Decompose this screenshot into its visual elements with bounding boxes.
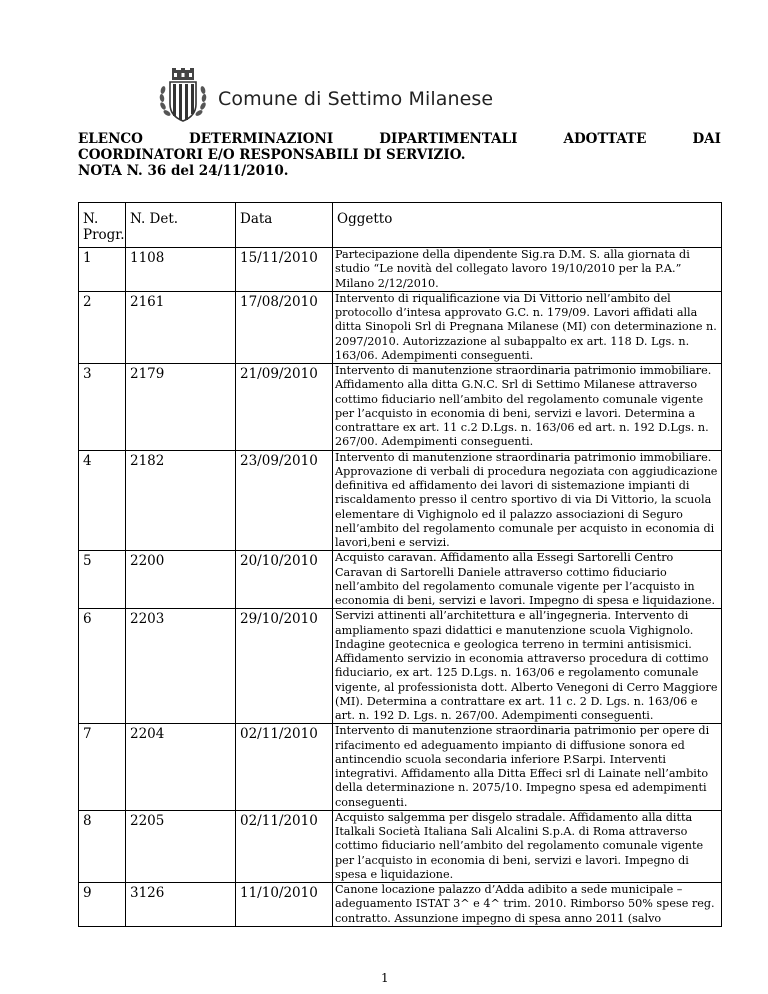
cell-date: 23/09/2010 — [236, 450, 333, 551]
heading-word: DETERMINAZIONI — [188, 131, 334, 147]
cell-date: 11/10/2010 — [236, 883, 333, 927]
header-data: Data — [236, 203, 333, 248]
cell-subject: Intervento di riqualificazione via Di Vittorio nell’ambito del protocollo d’intesa approvato G.C. n. 179/09. Lavori affidati alla ditta Sinopoli Srl di Pregnana Milanese (MI) con determinazione n. 2097/2010. Autorizzazione al subappalto ex art. 118 D. Lgs. n. 163/06. Adempimenti conseguenti. — [333, 291, 722, 363]
cell-n: 8 — [79, 810, 126, 882]
cell-n: 1 — [79, 248, 126, 292]
cell-date: 17/08/2010 — [236, 291, 333, 363]
table-row — [79, 810, 722, 882]
heading-word: ELENCO — [78, 131, 143, 147]
cell-det: 2182 — [126, 450, 236, 551]
table-row — [79, 450, 722, 551]
cell-subject: Canone locazione palazzo d’Adda adibito a sede municipale – adeguamento ISTAT 3^ e 4^ trim. 2010. Rimborso 50% spese reg. contratto. Assunzione impegno di spesa anno 2011 (salvo — [333, 883, 722, 927]
determinations-table — [78, 202, 722, 927]
cell-det: 2203 — [126, 609, 236, 724]
table-row — [79, 291, 722, 363]
header-n-progr: N. Progr. — [79, 203, 126, 248]
heading-line-2: COORDINATORI E/O RESPONSABILI DI SERVIZIO. — [78, 147, 466, 163]
cell-subject: Partecipazione della dipendente Sig.ra D.M. S. alla giornata di studio “Le novità del collegato lavoro 19/10/2010 per la P.A.” Milano 2/12/2010. — [333, 248, 722, 292]
cell-det: 2161 — [126, 291, 236, 363]
cell-det: 3126 — [126, 883, 236, 927]
table-row — [79, 551, 722, 609]
document-heading — [78, 131, 721, 179]
cell-subject: Servizi attinenti all’architettura e all’ingegneria. Intervento di ampliamento spazi didattici e manutenzione scuola Vighignolo. Indagine geotecnica e geologica terreno in termini antisismici. Affidamento servizio in economia attraverso procedura di cottimo fiduciario, ex art. 125 D.Lgs. n. 163/06 e regolamento comunale vigente, al professionista dott. Alberto Venegoni di Cerro Maggiore (MI). Determina a contrattare ex art. 11 c. 2 D. Lgs. n. 163/06 e art. n. 192 D. Lgs. n. 267/00. Adempimenti conseguenti. — [333, 609, 722, 724]
cell-n: 2 — [79, 291, 126, 363]
heading-word: ADOTTATE — [563, 131, 647, 147]
cell-date: 20/10/2010 — [236, 551, 333, 609]
cell-det: 1108 — [126, 248, 236, 292]
cell-subject: Intervento di manutenzione straordinaria patrimonio immobiliare. Affidamento alla ditta G.N.C. Srl di Settimo Milanese attraverso cottimo fiduciario nell’ambito del regolamento comunale vigente per l’acquisto in economia di beni, servizi e lavori. Determina a contrattare ex art. 11 c.2 D.Lgs. n. 163/06 ed art. n. 192 D.Lgs. n. 267/00. Adempimenti conseguenti. — [333, 364, 722, 451]
cell-det: 2205 — [126, 810, 236, 882]
cell-date: 21/09/2010 — [236, 364, 333, 451]
municipality-name: Comune di Settimo Milanese — [218, 88, 494, 110]
cell-det: 2200 — [126, 551, 236, 609]
cell-n: 9 — [79, 883, 126, 927]
cell-n: 3 — [79, 364, 126, 451]
table-header-row — [79, 203, 722, 248]
header-oggetto: Oggetto — [333, 203, 722, 248]
cell-n: 4 — [79, 450, 126, 551]
table-row — [79, 883, 722, 927]
table-row — [79, 724, 722, 811]
cell-date: 02/11/2010 — [236, 810, 333, 882]
cell-subject: Intervento di manutenzione straordinaria patrimonio per opere di rifacimento ed adeguamento impianto di diffusione sonora ed antincendio scuola secondaria inferiore P.Sarpi. Interventi integrativi. Affidamento alla Ditta Effeci srl di Lainate nell’ambito della determinazione n. 2075/10. Impegno spesa ed adempimenti conseguenti. — [333, 724, 722, 811]
cell-n: 5 — [79, 551, 126, 609]
heading-word: DAI — [692, 131, 721, 147]
page-number: 1 — [381, 971, 389, 985]
table-row — [79, 364, 722, 451]
cell-date: 29/10/2010 — [236, 609, 333, 724]
heading-line-1 — [78, 131, 721, 147]
coat-of-arms-logo — [157, 68, 209, 124]
cell-subject: Intervento di manutenzione straordinaria patrimonio immobiliare. Approvazione di verbali di procedura negoziata con aggiudicazione definitiva ed affidamento dei lavori di sistemazione impianti di riscaldamento presso il centro sportivo di via Di Vittorio, la scuola elementare di Vighignolo ed il palazzo associazioni di Seguro nell’ambito del regolamento comunale per acquisto in economia di lavori,beni e servizi. — [333, 450, 722, 551]
cell-n: 6 — [79, 609, 126, 724]
cell-subject: Acquisto caravan. Affidamento alla Essegi Sartorelli Centro Caravan di Sartorelli Daniele attraverso cottimo fiduciario nell’ambito del regolamento comunale vigente per l’acquisto in economia di beni, servizi e lavori. Impegno di spesa e liquidazione. — [333, 551, 722, 609]
cell-subject: Acquisto salgemma per disgelo stradale. Affidamento alla ditta Italkali Società Italiana Sali Alcalini S.p.A. di Roma attraverso cottimo fiduciario nell’ambito del regolamento comunale vigente per l’acquisto in economia di beni, servizi e lavori. Impegno di spesa e liquidazione. — [333, 810, 722, 882]
heading-line-3: NOTA N. 36 del 24/11/2010. — [78, 163, 289, 179]
cell-date: 15/11/2010 — [236, 248, 333, 292]
cell-det: 2204 — [126, 724, 236, 811]
table-row — [79, 248, 722, 292]
header-n-det: N. Det. — [126, 203, 236, 248]
table-row — [79, 609, 722, 724]
cell-det: 2179 — [126, 364, 236, 451]
cell-n: 7 — [79, 724, 126, 811]
cell-date: 02/11/2010 — [236, 724, 333, 811]
heading-word: DIPARTIMENTALI — [379, 131, 518, 147]
